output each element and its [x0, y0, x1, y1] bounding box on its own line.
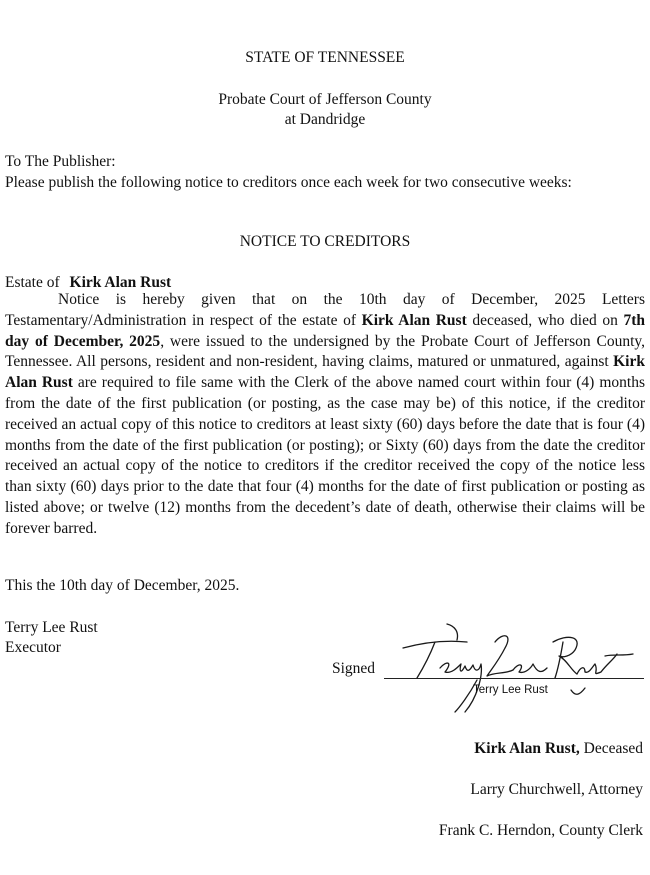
- body-part-4: are required to file same with the Clerk of the above named court within four (4) months from the date of the first publication (or posting, as the case may be) of this notice, if the creditor received an actual copy of this notice to creditors at least sixty (60) days before the date that is four (4) months from the date of the first publication (or posting); or Sixty (60) days from the date the creditor received an actual copy of the notice to creditors if the creditor received the copy of the notice less than sixty (60) days prior to the date that four (4) months for the date of first publication or posting as listed above; or twelve (12) months from the decedent’s date of death, otherwise their claims will be forever barred.: [5, 374, 645, 537]
- court-location: at Dandridge: [284, 111, 366, 128]
- footer-decedent-name: Kirk Alan Rust,: [474, 740, 580, 757]
- body-decedent-name-2: Kirk Alan Rust: [5, 353, 645, 392]
- dated-line: This the 10th day of December, 2025.: [5, 577, 240, 594]
- body-part-2: deceased, who died on: [466, 311, 624, 329]
- signature-line: [384, 678, 644, 679]
- body-part-1: Notice is hereby given that on the 10th day of December, 2025 Letters Testamentary/Administration in respect of the estate of: [5, 291, 645, 329]
- estate-label: Estate of: [5, 274, 60, 291]
- state-heading: STATE OF TENNESSEE: [245, 49, 405, 66]
- notice-title: NOTICE TO CREDITORS: [239, 233, 411, 250]
- publisher-salutation: To The Publisher:: [5, 153, 116, 170]
- body-decedent-name-1: Kirk Alan Rust: [361, 311, 467, 329]
- executor-name: Terry Lee Rust: [5, 619, 98, 636]
- executor-title: Executor: [5, 639, 61, 656]
- estate-decedent-name: Kirk Alan Rust: [69, 274, 172, 291]
- court-name: Probate Court of Jefferson County: [218, 91, 432, 108]
- footer-deceased-label: Deceased: [579, 740, 643, 757]
- publisher-request: Please publish the following notice to creditors once each week for two consecutive weeks:: [5, 174, 572, 191]
- attorney-line: Larry Churchwell, Attorney: [470, 781, 643, 798]
- clerk-line: Frank C. Herndon, County Clerk: [438, 822, 643, 839]
- body-part-3: , were issued to the undersigned by the Probate Court of Jefferson County, Tennessee. All persons, resident and non-resident, having claims, matured or unmatured, against: [5, 332, 645, 371]
- footer-decedent: [474, 738, 643, 759]
- signed-label: Signed: [332, 660, 376, 677]
- signature-printed-name: Terry Lee Rust: [473, 684, 548, 696]
- body-death-date: 7th day of December, 2025: [5, 311, 646, 350]
- notice-body: [5, 290, 645, 540]
